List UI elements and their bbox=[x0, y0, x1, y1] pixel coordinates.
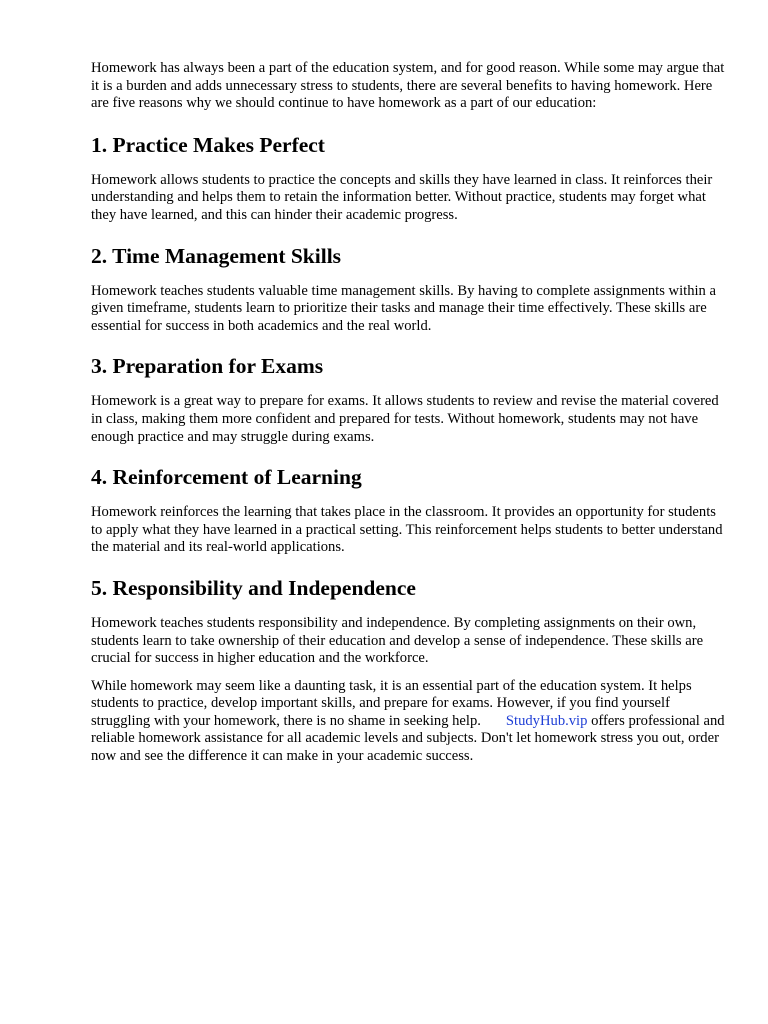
closing-text-start: While homework may seem like a daunting task, it is an essential part of the education system. It helps students to practice, develop important skills, and prepare for exams. However, if you find yourself struggling with your homework, there is no shame in seeking help. bbox=[91, 677, 692, 729]
section-heading: 2. Time Management Skills bbox=[91, 243, 342, 268]
closing-text-end: offers professional and reliable homework assistance for all academic levels and subjects. Don't let homework stress you out, order now and see the difference it can make in your academic success. bbox=[91, 712, 725, 765]
section-practice bbox=[91, 132, 725, 225]
section-exams bbox=[91, 353, 725, 446]
section-reinforcement bbox=[91, 464, 725, 557]
section-responsibility bbox=[91, 575, 725, 668]
closing-paragraph bbox=[91, 678, 725, 766]
section-body: Homework teaches students responsibility and independence. By completing assignments on their own, students learn to take ownership of their education and develop a sense of independence. These skills are crucial for success in higher education and the workforce. bbox=[91, 614, 704, 667]
section-time-management bbox=[91, 243, 725, 336]
section-body: Homework allows students to practice the concepts and skills they have learned in class. It reinforces their understanding and helps them to retain the information better. Without practice, students may forget what they have learned, and this can hinder their academic progress. bbox=[91, 171, 713, 223]
section-heading: 5. Responsibility and Independence bbox=[91, 575, 416, 600]
section-heading: 4. Reinforcement of Learning bbox=[91, 465, 362, 490]
section-body: Homework is a great way to prepare for exams. It allows students to review and revise the material covered in class, making them more confident and prepared for tests. Without homework, students may not have enough practice and may struggle during exams. bbox=[91, 393, 719, 445]
intro-paragraph: Homework has always been a part of the education system, and for good reason. While some may argue that it is a burden and adds unnecessary stress to students, there are several benefits to having homework. Here are five reasons why we should continue to have homework as a part of our education: bbox=[91, 60, 725, 112]
document-page bbox=[91, 60, 725, 766]
section-heading: 3. Preparation for Exams bbox=[91, 354, 324, 379]
section-body: Homework reinforces the learning that takes place in the classroom. It provides an opportunity for students to apply what they have learned in a practical setting. This reinforcement helps students to better understand the material and its real-world applications. bbox=[91, 504, 723, 556]
section-body: Homework teaches students valuable time management skills. By having to complete assignments within a given timeframe, students learn to prioritize their tasks and manage their time effectively. These skills are essential for success in both academics and the real world. bbox=[91, 282, 716, 334]
studyhub-link[interactable]: StudyHub.vip bbox=[505, 712, 588, 729]
section-heading: 1. Practice Makes Perfect bbox=[91, 132, 325, 157]
